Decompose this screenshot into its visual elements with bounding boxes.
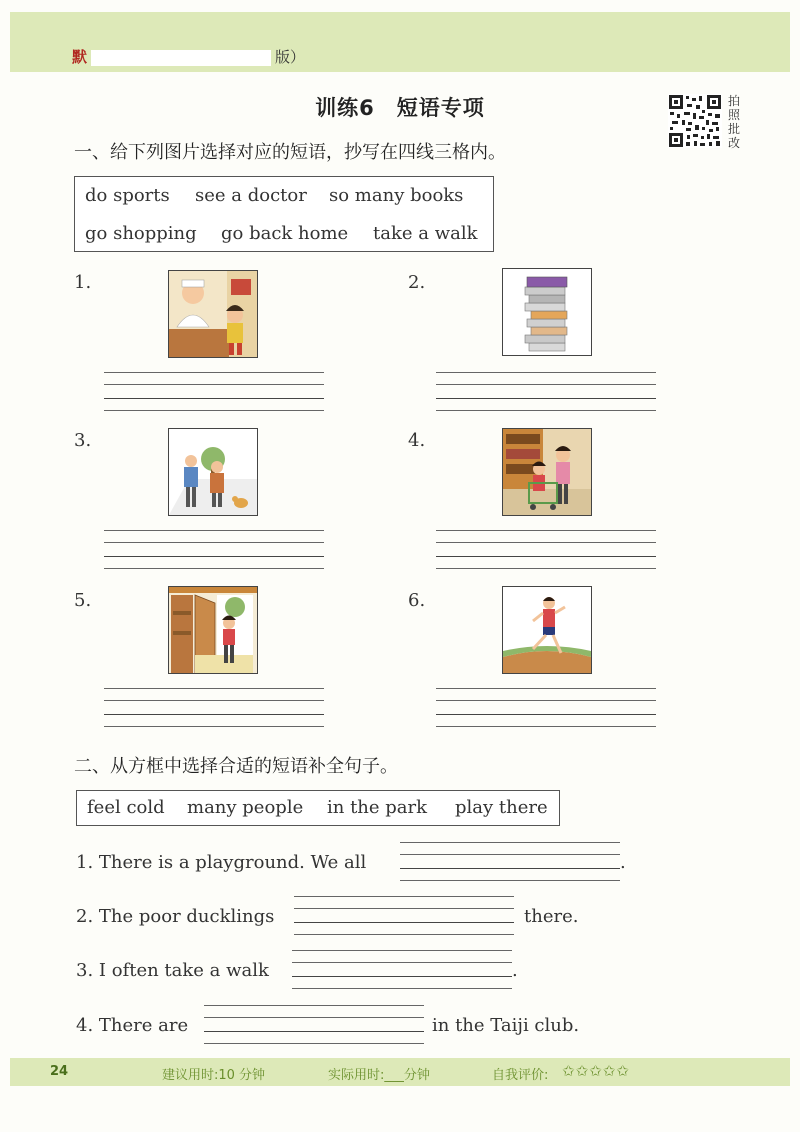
- section1-instruction: 一、给下列图片选择对应的短语，抄写在四线三格内。: [74, 142, 506, 163]
- item-number: 6.: [408, 590, 426, 611]
- phrase-do-sports: do sports: [85, 185, 170, 206]
- page-number: 24: [50, 1064, 69, 1079]
- phrase-in-the-park: in the park: [327, 797, 428, 818]
- sentence-4-blank[interactable]: [204, 1005, 424, 1043]
- item-number: 1.: [74, 272, 92, 293]
- writing-lines[interactable]: [104, 688, 324, 726]
- book-name-start: 默: [72, 48, 88, 66]
- sentence-1-end: .: [620, 852, 626, 873]
- books-stack-icon: [502, 268, 592, 356]
- sentence-2-blank[interactable]: [294, 896, 514, 934]
- book-name: [72, 46, 305, 67]
- writing-lines[interactable]: [104, 372, 324, 410]
- phrase-go-shopping: go shopping: [85, 223, 197, 244]
- suggested-time: 建议用时:10 分钟: [162, 1068, 266, 1083]
- running-scene-icon: [502, 586, 592, 674]
- phrase-take-a-walk: take a walk: [373, 223, 478, 244]
- doctor-scene-icon: [168, 270, 258, 358]
- item-number: 5.: [74, 590, 92, 611]
- sentence-4-text: 4. There are: [76, 1015, 189, 1036]
- phrase-box-1: [74, 176, 494, 252]
- phrase-so-many-books: so many books: [329, 185, 464, 206]
- footer-bar: [10, 1058, 790, 1086]
- actual-time: 实际用时:___分钟: [328, 1068, 430, 1083]
- writing-lines[interactable]: [436, 372, 656, 410]
- writing-lines[interactable]: [104, 530, 324, 568]
- phrase-see-a-doctor: see a doctor: [195, 185, 307, 206]
- sentence-4-end: in the Taiji club.: [432, 1015, 580, 1036]
- phrase-feel-cold: feel cold: [87, 797, 165, 818]
- sentence-3-text: 3. I often take a walk: [76, 960, 269, 981]
- walking-scene-icon: [168, 428, 258, 516]
- qr-code-icon[interactable]: [668, 94, 722, 148]
- shopping-scene-icon: [502, 428, 592, 516]
- sentence-1-text: 1. There is a playground. We all: [76, 852, 367, 873]
- item-number: 3.: [74, 430, 92, 451]
- phrase-play-there: play there: [455, 797, 548, 818]
- phrase-box-2: [76, 790, 560, 826]
- self-evaluation-label: 自我评价:: [492, 1068, 549, 1083]
- sentence-3-end: .: [512, 960, 518, 981]
- item-number: 2.: [408, 272, 426, 293]
- book-edition: 版）: [275, 48, 306, 66]
- phrase-many-people: many people: [187, 797, 304, 818]
- writing-lines[interactable]: [436, 688, 656, 726]
- sentence-2-end: there.: [524, 906, 579, 927]
- phrase-go-back-home: go back home: [221, 223, 349, 244]
- home-door-scene-icon: [168, 586, 258, 674]
- item-number: 4.: [408, 430, 426, 451]
- qr-label: 拍照批改: [728, 94, 741, 150]
- sentence-1-blank[interactable]: [400, 842, 620, 880]
- sentence-2-text: 2. The poor ducklings: [76, 906, 275, 927]
- section2-instruction: 二、从方框中选择合适的短语补全句子。: [74, 756, 398, 777]
- page-title: 训练6 短语专项: [315, 96, 485, 120]
- writing-lines[interactable]: [436, 530, 656, 568]
- rating-stars-icon[interactable]: ✩✩✩✩✩: [562, 1062, 630, 1080]
- redaction-mask: [91, 50, 271, 66]
- sentence-3-blank[interactable]: [292, 950, 512, 988]
